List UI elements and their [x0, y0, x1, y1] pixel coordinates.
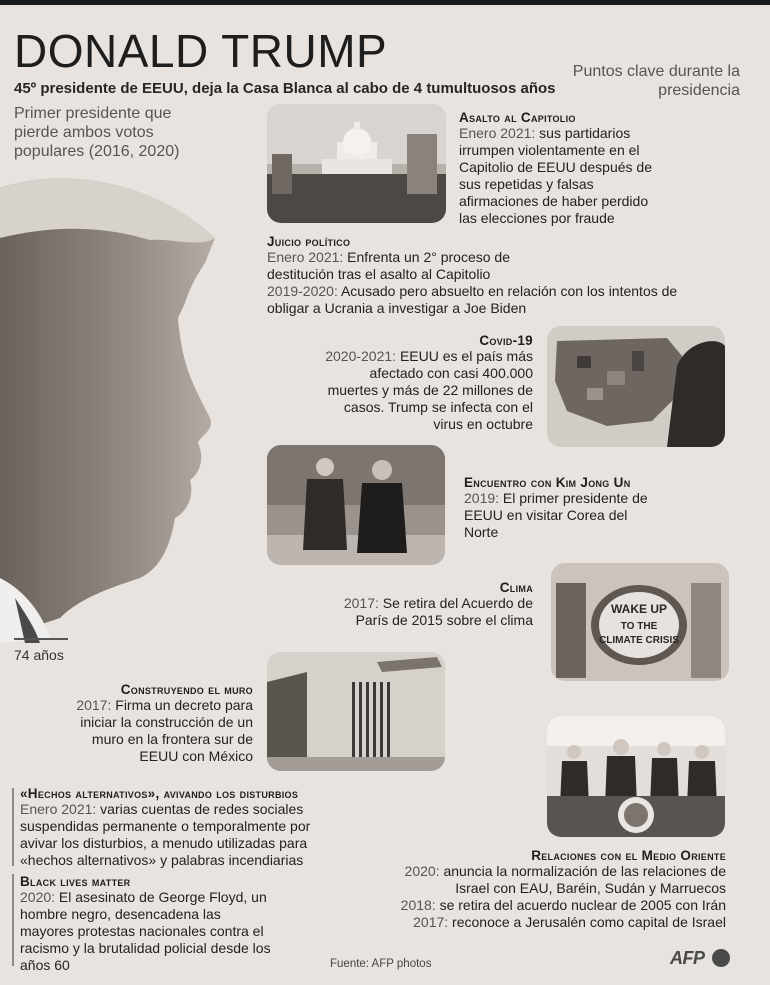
section-title: Juicio político — [267, 234, 351, 249]
svg-text:CLIMATE CRISIS: CLIMATE CRISIS — [599, 635, 679, 646]
section-capitolio — [459, 110, 669, 227]
section-title: Construyendo el muro — [120, 682, 253, 697]
section-title: «Hechos alternativos», avivando los disturbios — [20, 786, 299, 801]
section-title: Asalto al Capitolio — [459, 110, 576, 125]
section-year: 2020-2021: — [325, 348, 397, 364]
section-text: EEUU es el país más afectado con casi 400.000 muertes y más de 22 millones de casos. Trump se infecta con el virus en octubre — [327, 348, 533, 432]
section-text: Enfrenta un 2° proceso de destitución tras el asalto al Capitolio — [267, 249, 511, 282]
age-label: 74 años — [14, 647, 64, 663]
section-medio-oriente — [400, 848, 726, 931]
section-text: varias cuentas de redes sociales suspendidas permanente o temporalmente por avivar los disturbios, a menudo utilizadas para «hechos alternativos» y palabras incendiarias — [20, 801, 311, 868]
section-title: Encuentro con Kim Jong Un — [464, 475, 631, 490]
section-year: 2020: — [404, 863, 440, 879]
section-year: 2018: — [400, 897, 436, 913]
source-credit: Fuente: AFP photos — [330, 958, 432, 970]
section-text: se retira del acuerdo nuclear de 2005 con Irán — [435, 897, 726, 913]
section-year: 2019: — [464, 490, 500, 506]
trump-profile-image — [0, 168, 240, 643]
section-text: reconoce a Jerusalén como capital de Israel — [448, 914, 726, 930]
section-title: Covid-19 — [479, 333, 533, 348]
afp-logo-dot-icon — [712, 949, 730, 967]
section-year: 2017: — [76, 697, 112, 713]
covid-map-photo — [547, 326, 725, 447]
age-line — [14, 638, 68, 640]
section-title: Black lives matter — [20, 874, 131, 889]
svg-text:TO THE: TO THE — [620, 621, 658, 632]
middle-east-signing-photo — [547, 716, 725, 837]
kim-jong-un-photo — [267, 445, 445, 565]
section-covid — [320, 333, 533, 433]
section-text: anuncia la normalización de las relaciones de Israel con EAU, Baréin, Sudán y Marruecos — [439, 863, 726, 896]
border-wall-photo — [267, 652, 445, 771]
section-title: Relaciones con el Medio Oriente — [531, 848, 726, 863]
section-year: Enero 2021: — [267, 249, 344, 265]
section-year: 2020: — [20, 889, 56, 905]
capitol-photo — [267, 104, 446, 223]
key-points-label: Puntos clave durante la presidencia — [572, 63, 740, 99]
section-blm — [20, 874, 280, 974]
section-year: 2019-2020: — [267, 283, 338, 299]
section-year: Enero 2021: — [459, 125, 536, 141]
top-bar — [0, 0, 770, 5]
section-year: Enero 2021: — [20, 801, 97, 817]
section-text: Firma un decreto para iniciar la construcción de un muro en la frontera sur de EEUU con México — [80, 697, 253, 764]
section-text: Acusado pero absuelto en relación con los intentos de obligar a Ucrania a investigar a Joe Biden — [267, 283, 678, 316]
divider-line — [12, 788, 14, 866]
section-muro — [68, 682, 253, 765]
page-title: DONALD TRUMP — [14, 25, 388, 77]
section-year: 2017: — [413, 914, 449, 930]
section-juicio — [267, 234, 687, 317]
climate-protest-photo — [551, 563, 729, 681]
section-clima — [320, 580, 533, 629]
section-text: El asesinato de George Floyd, un hombre negro, desencadena las mayores protestas nacionales contra el racismo y la brutalidad policial desde los años 60 — [20, 889, 271, 973]
page-subtitle: 45º presidente de EEUU, deja la Casa Blanca al cabo de 4 tumultuosos años — [14, 80, 556, 97]
section-text: El primer presidente de EEUU en visitar Corea del Norte — [464, 490, 648, 540]
divider-line — [12, 874, 14, 966]
first-president-note: Primer presidente que pierde ambos votos populares (2016, 2020) — [14, 105, 180, 160]
svg-text:WAKE UP: WAKE UP — [610, 602, 668, 616]
afp-logo: AFP — [670, 948, 705, 968]
section-text: Se retira del Acuerdo de París de 2015 sobre el clima — [355, 595, 533, 628]
section-kim — [464, 475, 679, 541]
section-hechos — [20, 786, 390, 869]
section-text: sus partidarios irrumpen violentamente en el Capitolio de EEUU después de sus repetidas y falsas afirmaciones de haber perdido las elecciones por fraude — [459, 125, 653, 226]
section-title: Clima — [499, 580, 533, 595]
section-year: 2017: — [343, 595, 379, 611]
